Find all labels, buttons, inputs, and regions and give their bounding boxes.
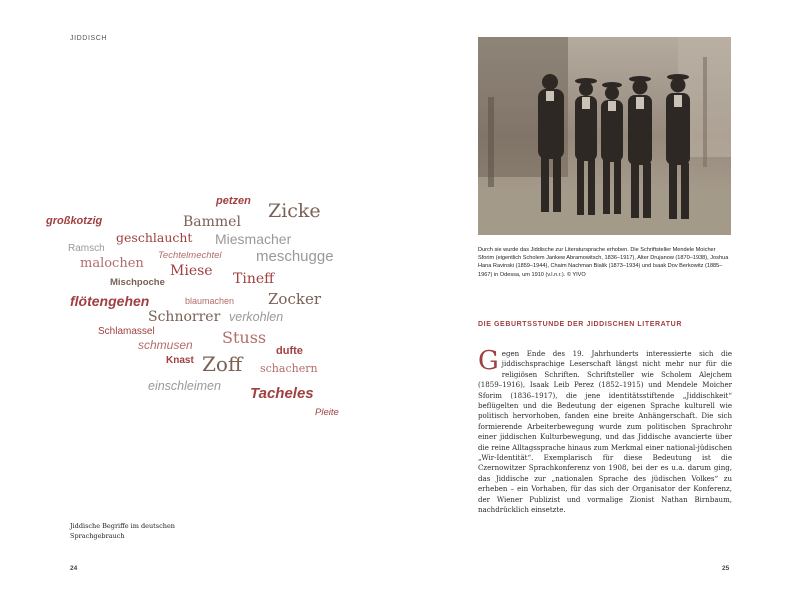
word-cloud-term: flötengehen <box>70 293 150 309</box>
photo-caption: Durch sie wurde das Jiddische zur Literatursprache erhoben. Die Schriftsteller Mendele Moicher Sforim (eigentlich Scholem Jankew Abramowitsch, 1836–1917), Alter Drujanow (1870–1938), Joshua Hana Ravinski (1859–1944), Chaim Nachman Bialik (1873–1934) und Isaak Dov Berkowitz (1885–1967) in Odessa, um 1910 (v.l.n.r.). © YIVO <box>478 247 729 278</box>
word-cloud-term: Stuss <box>222 328 267 347</box>
page-number-left: 24 <box>70 565 78 572</box>
word-cloud-term: Zicke <box>268 200 321 222</box>
photo-illustration <box>478 37 731 235</box>
word-cloud-term: einschleimen <box>148 379 221 393</box>
section-title: DIE GEBURTSSTUNDE DER JIDDISCHEN LITERATUR <box>478 321 682 328</box>
page-number-right: 25 <box>722 565 730 572</box>
word-cloud-term: verkohlen <box>229 310 284 324</box>
right-page <box>400 0 800 613</box>
word-cloud-term: Zocker <box>268 290 321 308</box>
word-cloud-term: schachern <box>260 362 318 375</box>
word-cloud-term: Pleite <box>315 407 339 418</box>
body-text <box>478 346 732 516</box>
word-cloud-term: geschlaucht <box>116 230 193 245</box>
word-cloud-term: Knast <box>166 355 194 366</box>
word-cloud-term: Mischpoche <box>110 277 165 288</box>
word-cloud-term: Techtelmechtel <box>158 250 222 261</box>
word-cloud-term: Miese <box>170 263 213 279</box>
word-cloud-term: meschugge <box>256 248 334 265</box>
word-cloud-term: großkotzig <box>46 215 103 227</box>
word-cloud-term: Tineff <box>233 271 275 287</box>
word-cloud-term: schmusen <box>138 338 193 352</box>
word-cloud-term: petzen <box>216 195 251 207</box>
running-head: JIDDISCH <box>70 35 108 42</box>
word-cloud-term: Zoff <box>202 352 243 376</box>
word-cloud-term: Schnorrer <box>148 309 221 325</box>
word-cloud-term: Tacheles <box>250 385 314 402</box>
word-cloud-term: Ramsch <box>68 243 105 254</box>
drop-cap: G <box>478 346 499 376</box>
word-cloud-term: malochen <box>80 256 144 271</box>
word-cloud-term: Bammel <box>183 214 241 230</box>
word-cloud-term: Miesmacher <box>215 231 292 247</box>
word-cloud-caption: Jiddische Begriffe im deutschen Sprachgebrauch <box>70 522 175 540</box>
historical-photo <box>478 37 731 235</box>
word-cloud-term: Schlamassel <box>98 326 155 337</box>
body-paragraph: egen Ende des 19. Jahrhunderts interessierte sich die jiddischsprachige Leserschaft längst nicht mehr nur für die religiösen Schriften. Schriftsteller wie Scholem Alejchem (1859–1916), Isaak Leib Perez (1852–1915) und Mendele Moicher Sforim (1836–1917), die jene identitätsstiftende „Jiddischkeit“ beflügelten und die Bedeutung der eigenen Sprache kulturell wie politisch hervorhoben, fanden eine breite Anhängerschaft. Die sich formierende Arbeiterbewegung wurde zum politischen Sprachrohr einer jiddischen Kulturbewegung, und das Jiddische avancierte über die reine Alltagssprache hinaus zum Merkmal einer national-jüdischen „Wir-Identität“. Exemplarisch für diese Bedeutung ist die Czernowitzer Sprachkonferenz von 1908, bei der es u.a. darum ging, das Jiddische zur „nationalen Sprache des jüdischen Volkes“ zu erheben – ein Vorhaben, für das sich der Organisator der Konferenz, der Wiener Publizist und vormalige Zionist Nathan Birnbaum, nachdrücklich einsetzte. <box>478 349 732 515</box>
word-cloud-term: dufte <box>276 345 303 357</box>
word-cloud-term: blaumachen <box>185 296 235 306</box>
